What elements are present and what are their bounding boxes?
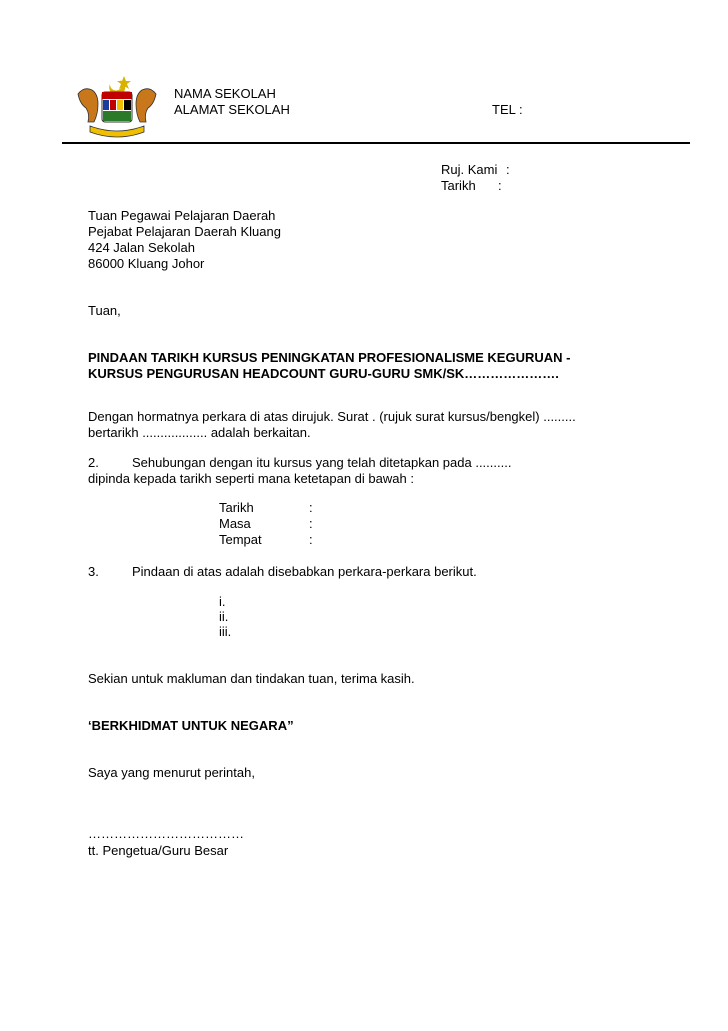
reason-item: i. [219,594,226,609]
paragraph-3-text: Pindaan di atas adalah disebabkan perkara-perkara berikut. [132,564,477,579]
detail-colon: : [309,516,313,531]
recipient-line: Tuan Pegawai Pelajaran Daerah [88,208,276,223]
paragraph-2-text: Sehubungan dengan itu kursus yang telah ditetapkan pada .......... [132,455,512,470]
tarikh-ref-label: Tarikh [441,178,476,193]
ruj-kami-label: Ruj. Kami [441,162,498,177]
paragraph-2-text: dipinda kepada tarikh seperti mana ketetapan di bawah : [88,471,414,486]
motto: ‘BERKHIDMAT UNTUK NEGARA” [88,718,294,733]
malaysia-coat-of-arms-icon [72,74,162,140]
paragraph-2-number: 2. [88,455,99,470]
paragraph-3-number: 3. [88,564,99,579]
recipient-line: Pejabat Pelajaran Daerah Kluang [88,224,281,239]
paragraph-1-line: bertarikh .................. adalah berkaitan. [88,425,311,440]
recipient-line: 86000 Kluang Johor [88,256,205,271]
school-address: ALAMAT SEKOLAH [174,102,290,117]
paragraph-1-line: Dengan hormatnya perkara di atas dirujuk. Surat . (rujuk surat kursus/bengkel) ......... [88,409,576,424]
subject-line: PINDAAN TARIKH KURSUS PENINGKATAN PROFESIONALISME KEGURUAN - [88,350,571,365]
reason-item: iii. [219,624,232,639]
signoff: Saya yang menurut perintah, [88,765,255,780]
signature-line: ……………………………… [88,826,244,841]
detail-colon: : [309,500,313,515]
header-divider [62,142,690,144]
subject-line: KURSUS PENGURUSAN HEADCOUNT GURU-GURU SMK/SK…………………. [88,366,559,381]
detail-label-tarikh: Tarikh [219,500,254,515]
recipient-line: 424 Jalan Sekolah [88,240,195,255]
ruj-kami-colon: : [506,162,510,177]
detail-label-masa: Masa [219,516,251,531]
detail-colon: : [309,532,313,547]
school-name: NAMA SEKOLAH [174,86,276,101]
salutation: Tuan, [88,303,121,318]
detail-label-tempat: Tempat [219,532,262,547]
signatory: tt. Pengetua/Guru Besar [88,843,229,858]
tel-label: TEL : [492,102,523,117]
reason-item: ii. [219,609,229,624]
tarikh-ref-colon: : [498,178,502,193]
closing-text: Sekian untuk makluman dan tindakan tuan, terima kasih. [88,671,415,686]
